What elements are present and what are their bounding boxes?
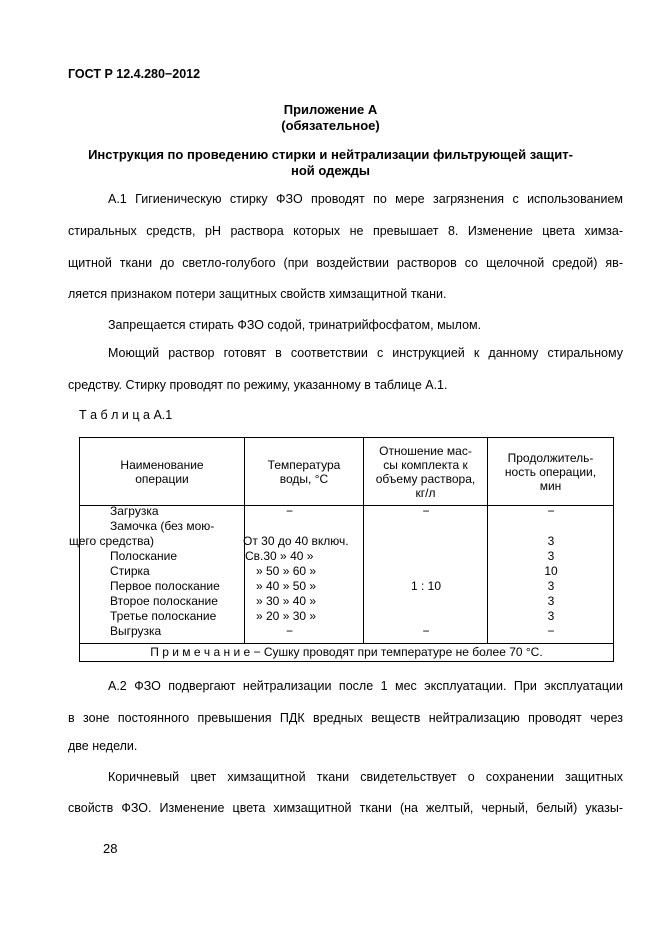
paragraph-solution-line: Моющий раствор готовят в соответствии с инструкцией к данному стиральному [108,346,623,360]
table-cell-dur: 3 [547,549,555,563]
section-title-line1: Инструкция по проведению стирки и нейтрализации фильтрующей защит- [88,147,573,162]
table-cell-op: Загрузка [110,504,159,518]
table-cell-op: Стирка [110,564,150,578]
header-ratio: Отношение мас- сы комплекта к объему раствора, кг/л [375,443,476,500]
paragraph-forbid: Запрещается стирать ФЗО содой, тринатрийфосфатом, мылом. [108,318,482,332]
washing-table [69,437,614,662]
page-number: 28 [103,841,118,856]
standard-designation: ГОСТ Р 12.4.280−2012 [68,67,201,81]
paragraph-a2-line: А.2 ФЗО подвергают нейтрализации после 1 мес эксплуатации. При эксплуатации [108,679,623,693]
paragraph-a1-line: стиральных средств, рН раствора которых не превышает 8. Изменение цвета химза- [68,224,623,238]
table-cell-ratio: − [422,504,430,518]
table-caption: Т а б л и ц а А.1 [79,408,173,422]
paragraph-a1-line: щитной ткани до светло-голубого (при воздействии растворов со щелочной средой) яв- [68,256,623,270]
appendix-title: Приложение А [283,102,378,117]
table-cell-op: Выгрузка [110,624,162,638]
table-cell-op: Полоскание [110,549,178,563]
table-cell-temp: От 30 до 40 включ. [243,534,349,548]
table-cell-dur: − [547,504,555,518]
table-cell-dur: 10 [544,564,558,578]
table-cell-temp: Св.30 » 40 » [245,549,314,563]
table-cell-op: Первое полоскание [110,579,220,593]
paragraph-a1-line: А.1 Гигиеническую стирку ФЗО проводят по мере загрязнения с использованием [108,192,623,206]
table-cell-temp: − [286,504,294,518]
paragraph-a1-line: ляется признаком потери защитных свойств химзащитной ткани. [68,287,447,301]
table-cell-dur: 3 [547,609,555,623]
paragraph-brown-line: Коричневый цвет химзащитной ткани свидетельствует о сохранении защитных [108,770,623,784]
table-cell-dur: 3 [547,579,555,593]
paragraph-brown-line: свойств ФЗО. Изменение цвета химзащитной ткани (на желтый, черный, белый) указы- [68,801,623,815]
table-cell-ratio: 1 : 10 [410,579,442,593]
table-cell-dur: 3 [547,594,555,608]
section-title-line2: ной одежды [290,163,371,178]
header-temperature: Температура воды, °С [267,457,341,486]
paragraph-a2-line: в зоне постоянного превышения ПДК вредных веществ нейтрализацию проводят через [68,711,623,725]
table-cell-temp: » 50 » 60 » [256,564,317,578]
table-cell-op: Второе полоскание [110,594,218,608]
table-cell-temp: » 40 » 50 » [256,579,317,593]
paragraph-a2-line: две недели. [68,739,138,753]
table-cell-ratio: − [422,624,430,638]
table-cell-op: Замочка (без мою- [110,519,215,533]
header-duration: Продолжитель- ность операции, мин [504,450,597,493]
table-note: П р и м е ч а н и е − Сушку проводят при температуре не более 70 °С. [150,645,543,659]
table-cell-dur: 3 [547,534,555,548]
table-cell-temp: − [286,624,294,638]
table-cell-op: Третье полоскание [110,609,217,623]
table-cell-temp: » 20 » 30 » [256,609,317,623]
table-cell-op: щего средства) [69,534,155,548]
appendix-status: (обязательное) [281,118,380,133]
paragraph-solution-line: средству. Стирку проводят по режиму, указанному в таблице А.1. [68,378,448,392]
table-cell-temp: » 30 » 40 » [256,594,317,608]
table-cell-dur: − [547,624,555,638]
header-operation: Наименование операции [120,457,204,486]
